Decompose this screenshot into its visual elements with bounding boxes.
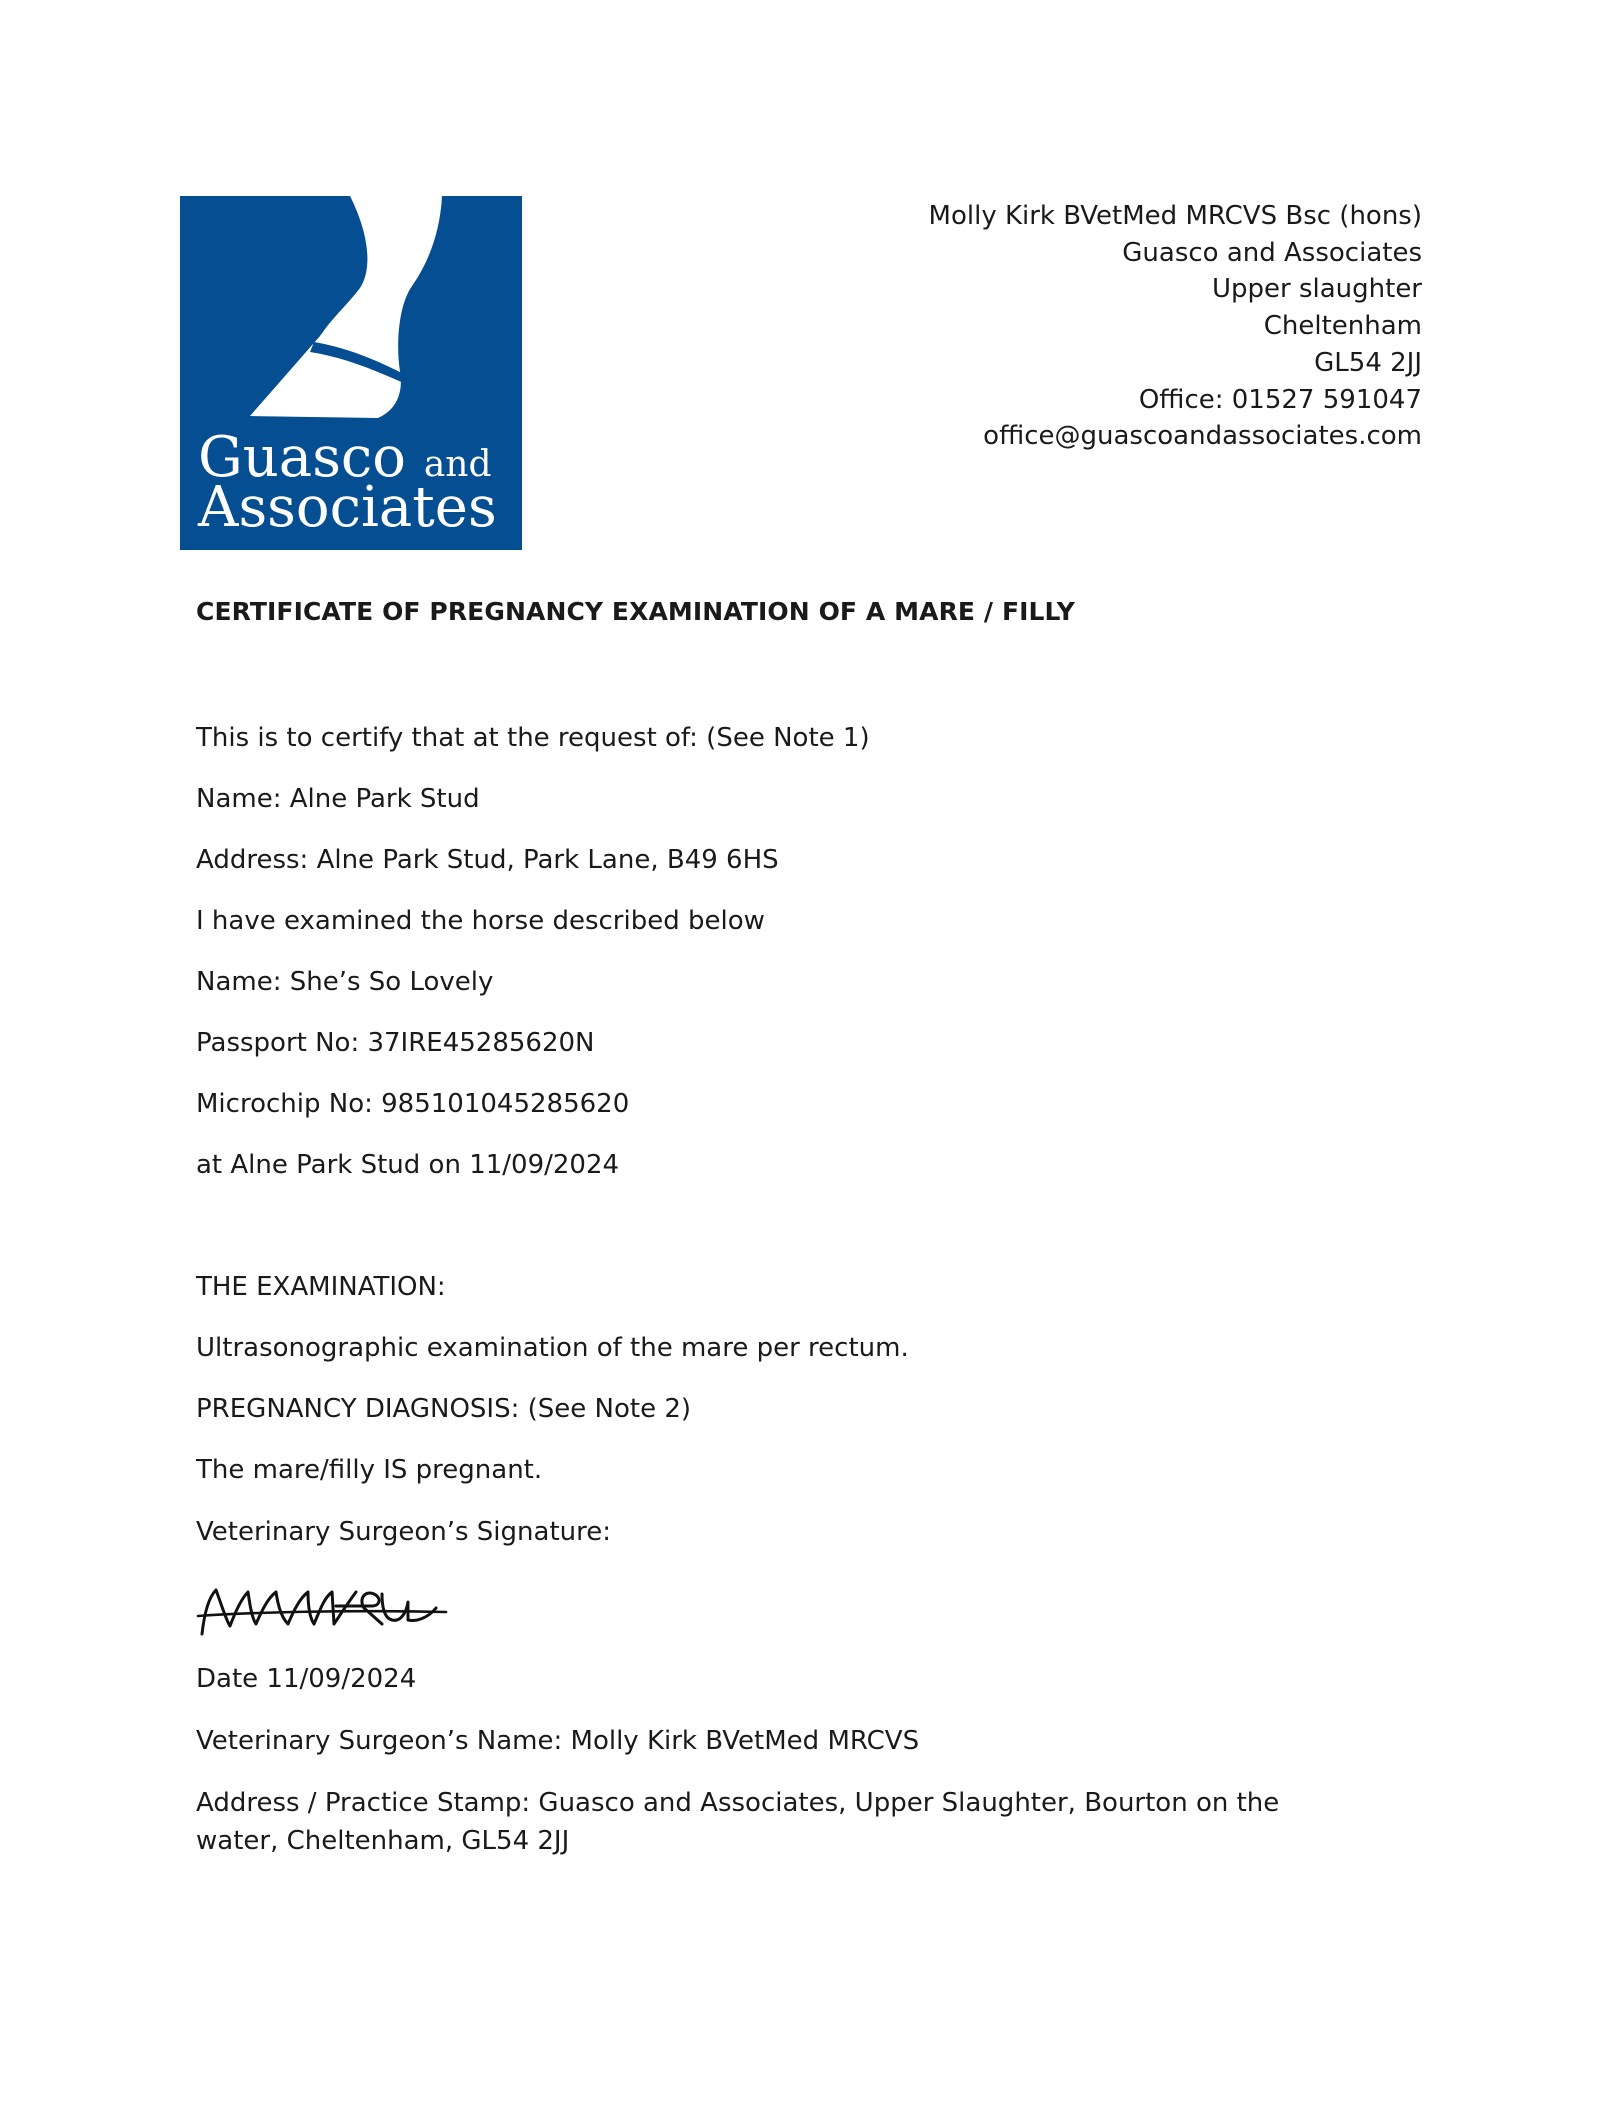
microchip-number: Microchip No: 985101045285620 [196, 1089, 630, 1119]
practice-phone: Office: 01527 591047 [1138, 384, 1422, 415]
horse-name: Name: She’s So Lovely [196, 967, 494, 997]
practice-logo [180, 196, 522, 550]
practice-town: Cheltenham [1263, 311, 1422, 342]
practice-postcode: GL54 2JJ [1314, 347, 1422, 378]
diagnosis-heading: PREGNANCY DIAGNOSIS: (See Note 2) [196, 1394, 692, 1424]
practice-email: office@guascoandassociates.com [983, 421, 1422, 452]
examination-text: Ultrasonographic examination of the mare per rectum. [196, 1333, 909, 1363]
certificate-title: CERTIFICATE OF PREGNANCY EXAMINATION OF A MARE / FILLY [196, 597, 1075, 626]
examination-heading: THE EXAMINATION: [196, 1272, 446, 1302]
vet-credentials: Molly Kirk BVetMed MRCVS Bsc (hons) [928, 201, 1422, 231]
practice-street: Upper slaughter [1211, 274, 1422, 305]
practice-address-block [722, 198, 1422, 455]
examination-location-date: at Alne Park Stud on 11/09/2024 [196, 1150, 620, 1180]
logo-wordmark-line1: Guasco and [198, 425, 492, 490]
examined-statement: I have examined the horse described below [196, 906, 765, 936]
signature-label: Veterinary Surgeon’s Signature: [196, 1517, 611, 1547]
client-name: Name: Alne Park Stud [196, 784, 480, 814]
passport-number: Passport No: 37IRE45285620N [196, 1028, 595, 1058]
signature-date: Date 11/09/2024 [196, 1664, 417, 1694]
request-line: This is to certify that at the request of: (See Note 1) [196, 723, 870, 753]
logo-wordmark-line2: Associates [198, 475, 497, 540]
handwritten-signature [196, 1576, 486, 1646]
client-address: Address: Alne Park Stud, Park Lane, B49 6HS [196, 845, 779, 875]
practice-name: Guasco and Associates [1122, 237, 1422, 268]
surgeon-name: Veterinary Surgeon’s Name: Molly Kirk BVetMed MRCVS [196, 1726, 920, 1756]
practice-stamp: Address / Practice Stamp: Guasco and Associates, Upper Slaughter, Bourton on the water, Cheltenham, GL54 2JJ [196, 1788, 1280, 1856]
diagnosis-text: The mare/filly IS pregnant. [196, 1455, 543, 1485]
